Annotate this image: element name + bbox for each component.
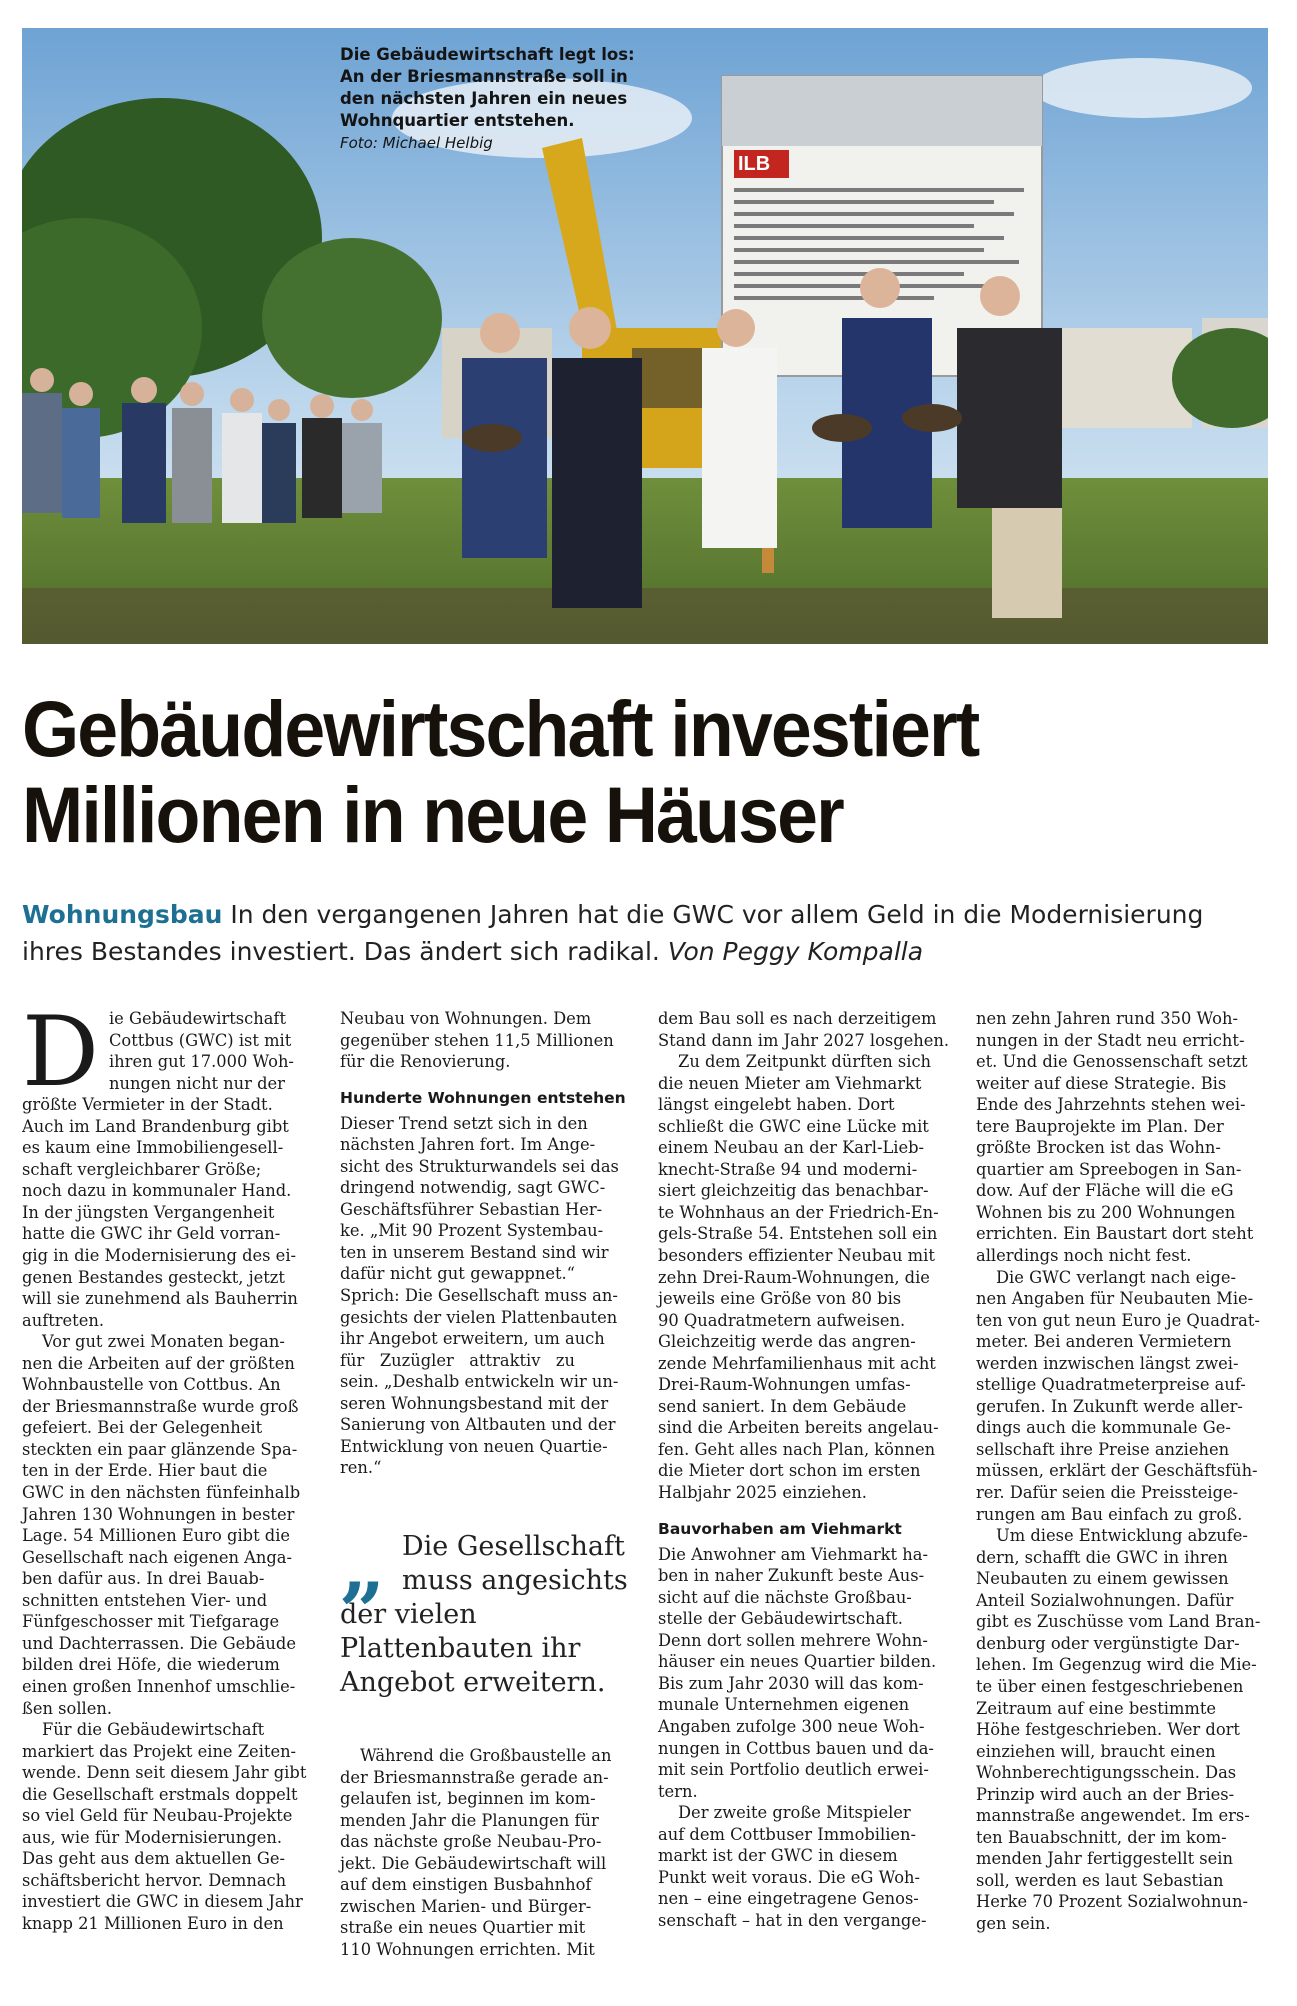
text-line: ihren gut 17.000 Woh-	[108, 1052, 294, 1072]
photo-credit: Foto: Michael Helbig	[340, 134, 493, 152]
text-line: will sie zunehmend als Bauherrin	[22, 1289, 298, 1309]
text-line: die Gesellschaft erstmals doppelt	[22, 1784, 298, 1804]
text-line: Jahren 130 Wohnungen in bester	[22, 1504, 295, 1524]
text-line: müssen, erklärt der Geschäftsfüh-	[976, 1461, 1258, 1481]
text-line: weiter auf diese Strategie. Bis	[976, 1073, 1227, 1093]
text-line: Dieser Trend setzt sich in den	[340, 1113, 588, 1133]
text-line: Die GWC verlangt nach eige-	[996, 1267, 1236, 1287]
text-line: noch dazu in kommunaler Hand.	[22, 1181, 292, 1201]
text-line: straße ein neues Quartier mit	[340, 1918, 586, 1938]
text-line: nungen in der Stadt neu erricht-	[976, 1030, 1245, 1050]
text-line: Bis zum Jahr 2030 will das kom-	[658, 1673, 924, 1693]
text-line: rungen am Bau einfach zu groß.	[976, 1504, 1243, 1524]
text-line: quartier am Spreebogen in San-	[976, 1159, 1242, 1179]
text-line: ten in der Erde. Hier baut die	[22, 1461, 268, 1481]
quote-line: Angebot erweitern.	[340, 1667, 606, 1698]
text-line: ie Gebäudewirtschaft	[108, 1009, 287, 1028]
text-line: sein. „Deshalb entwickeln wir un-	[340, 1372, 619, 1392]
caption-line: Wohnquartier entstehen.	[340, 111, 575, 130]
text-line: siert gleichzeitig das benachbar-	[658, 1181, 929, 1201]
text-line: seren Wohnungsbestand mit der	[340, 1393, 609, 1413]
text-line: Gesellschaft nach eigenen Anga-	[22, 1547, 292, 1567]
text-line: ke. „Mit 90 Prozent Systembau-	[340, 1221, 604, 1241]
text-line: dern, schafft die GWC in ihren	[976, 1547, 1228, 1567]
caption-line: Die Gebäudewirtschaft legt los:	[340, 45, 635, 64]
caption-line: An der Briesmannstraße soll in	[340, 67, 628, 86]
author-byline: Von Peggy Kompalla	[667, 937, 924, 966]
text-line: munale Unternehmen eigenen	[658, 1695, 910, 1715]
text-line: einem Neubau an der Karl-Lieb-	[658, 1138, 925, 1158]
text-line: Fünfgeschosser mit Tiefgarage	[22, 1612, 280, 1632]
text-line: längst eingelebt haben. Dort	[658, 1095, 895, 1115]
text-line: Um diese Entwicklung abzufe-	[996, 1526, 1248, 1546]
text-line: auf dem Cottbuser Immobilien-	[658, 1824, 917, 1844]
text-line: Sanierung von Altbauten und der	[340, 1415, 616, 1435]
text-line: ten von gut neun Euro je Quadrat-	[976, 1310, 1260, 1330]
text-line: dringend notwendig, sagt GWC-	[340, 1178, 606, 1198]
text-line: einziehen will, braucht einen	[976, 1741, 1216, 1761]
text-line: meter. Bei anderen Vermietern	[976, 1332, 1232, 1352]
text-line: der Briesmannstraße gerade an-	[340, 1767, 609, 1787]
text-line: Vor gut zwei Monaten began-	[42, 1332, 285, 1352]
text-line: gesichts der vielen Plattenbauten	[340, 1307, 618, 1327]
text-line: Der zweite große Mitspieler	[678, 1803, 911, 1823]
text-line: Anteil Sozialwohnungen. Dafür	[976, 1590, 1234, 1610]
text-line: senschaft – hat in den vergange-	[658, 1910, 927, 1930]
sign-logo: ILB	[738, 153, 771, 175]
text-line: ihr Angebot erweitern, um auch	[340, 1329, 605, 1349]
text-line: ßen sollen.	[22, 1698, 113, 1718]
text-line: Punkt weit voraus. Die eG Woh-	[658, 1867, 920, 1887]
text-line: für die Renovierung.	[340, 1052, 511, 1072]
text-line: nungen in Cottbus bauen und da-	[658, 1738, 934, 1758]
text-line: markt ist der GWC in diesem	[658, 1846, 898, 1866]
quote-line: der vielen	[340, 1599, 477, 1630]
text-line: steckten ein paar glänzende Spa-	[22, 1439, 298, 1459]
article-column-2	[340, 1008, 626, 1479]
article-column-4	[976, 1008, 1261, 1935]
headline-line: Millionen in neue Häuser	[22, 770, 843, 859]
text-line: häuser ein neues Quartier bilden.	[658, 1652, 937, 1672]
text-line: et. Und die Genossenschaft setzt	[976, 1052, 1248, 1072]
text-line: dow. Auf der Fläche will die eG	[976, 1181, 1234, 1201]
text-line: Für die Gebäudewirtschaft	[42, 1720, 265, 1740]
text-line: allerdings noch nicht fest.	[976, 1246, 1192, 1266]
text-line: Neubauten zu einem gewissen	[976, 1569, 1229, 1589]
text-line: gelaufen ist, beginnen im kom-	[340, 1789, 596, 1809]
text-line: Ende des Jahrzehnts stehen wei-	[976, 1095, 1246, 1115]
text-line: dem Bau soll es nach derzeitigem	[658, 1009, 937, 1028]
text-line: fen. Geht alles nach Plan, können	[658, 1439, 936, 1459]
teaser-text: In den vergangenen Jahren hat die GWC vor allem Geld in die Modernisierung	[222, 900, 1204, 929]
text-line: werden inzwischen längst zwei-	[976, 1353, 1239, 1373]
text-line: sind die Arbeiten bereits angelau-	[658, 1418, 939, 1438]
text-line: die neuen Mieter am Viehmarkt	[658, 1073, 922, 1093]
headline	[22, 686, 1181, 858]
text-line: tern.	[658, 1781, 698, 1801]
text-line: Zeitraum auf eine bestimmte	[976, 1698, 1217, 1718]
article-column-1	[22, 996, 307, 1935]
text-line: Die Anwohner am Viehmarkt ha-	[658, 1544, 928, 1564]
text-line: gegenüber stehen 11,5 Millionen	[340, 1030, 614, 1050]
text-line: te über einen festgeschriebenen	[976, 1676, 1244, 1696]
text-line: Sprich: Die Gesellschaft muss an-	[340, 1286, 618, 1306]
text-line: stelle der Gebäudewirtschaft.	[658, 1609, 903, 1629]
text-line: gels-Straße 54. Entstehen soll ein	[658, 1224, 938, 1244]
text-line: Zu dem Zeitpunkt dürften sich	[678, 1052, 932, 1072]
text-line: nen Angaben für Neubauten Mie-	[976, 1289, 1254, 1309]
text-line: Drei-Raum-Wohnungen umfas-	[658, 1375, 911, 1395]
headline-line: Gebäudewirtschaft investiert	[22, 684, 979, 773]
text-line: mannstraße angewendet. Im ers-	[976, 1806, 1250, 1826]
text-line: soll, werden es laut Sebastian	[976, 1870, 1224, 1890]
teaser-line	[22, 933, 1272, 970]
text-line: In der jüngsten Vergangenheit	[22, 1202, 275, 1222]
kicker: Wohnungsbau	[22, 900, 223, 929]
text-line: einen großen Innenhof umschlie-	[22, 1676, 296, 1696]
text-line: GWC in den nächsten fünfeinhalb	[22, 1483, 301, 1503]
text-line: te Wohnhaus an der Friedrich-En-	[658, 1202, 939, 1222]
text-line: zwischen Marien- und Bürger-	[340, 1896, 592, 1916]
text-line: gig in die Modernisierung des ei-	[22, 1246, 297, 1266]
subheading: Bauvorhaben am Viehmarkt	[658, 1519, 902, 1538]
text-line: Das geht aus dem aktuellen Ge-	[22, 1849, 286, 1869]
text-line: besonders effizienter Neubau mit	[658, 1246, 935, 1266]
text-line: auf dem einstigen Busbahnhof	[340, 1875, 592, 1895]
pull-quote	[340, 1519, 630, 1700]
text-line: 110 Wohnungen errichten. Mit	[340, 1939, 595, 1959]
text-line: denburg oder vergünstigte Dar-	[976, 1633, 1240, 1653]
caption-line: den nächsten Jahren ein neues	[340, 89, 628, 108]
text-line: schäftsbericht hervor. Demnach	[22, 1870, 287, 1890]
text-line: ben dafür aus. In drei Bauab-	[22, 1569, 265, 1589]
text-line: größte Vermieter in der Stadt.	[22, 1095, 273, 1115]
text-line: zende Mehrfamilienhaus mit acht	[658, 1353, 936, 1373]
text-line: Entwicklung von neuen Quartie-	[340, 1436, 608, 1456]
text-line: nen zehn Jahren rund 350 Woh-	[976, 1009, 1238, 1028]
article-column-2-continued	[340, 1745, 612, 1960]
text-line: Geschäftsführer Sebastian Her-	[340, 1199, 603, 1219]
text-line: Wohnen bis zu 200 Wohnungen	[976, 1202, 1236, 1222]
text-line: Herke 70 Prozent Sozialwohnun-	[976, 1892, 1248, 1912]
text-line: Prinzip wird auch an der Bries-	[976, 1784, 1235, 1804]
text-line: nungen nicht nur der	[108, 1073, 285, 1093]
text-line: jeweils eine Größe von 80 bis	[658, 1289, 902, 1309]
text-line: sellschaft ihre Preise anziehen	[976, 1439, 1230, 1459]
teaser-line	[22, 896, 1272, 933]
text-line: Während die Großbaustelle an	[360, 1746, 612, 1765]
text-line: markiert das Projekt eine Zeiten-	[22, 1741, 297, 1761]
text-line: tere Bauprojekte im Plan. Der	[976, 1116, 1224, 1136]
text-line: nächsten Jahren fort. Im Ange-	[340, 1135, 596, 1155]
text-line: dafür nicht gut gewappnet.“	[340, 1264, 575, 1284]
text-line: menden Jahr fertiggestellt sein	[976, 1849, 1233, 1869]
text-line: dings auch die kommunale Ge-	[976, 1418, 1231, 1438]
text-line: errichten. Ein Baustart dort steht	[976, 1224, 1254, 1244]
text-line: für Zuzügler attraktiv zu	[340, 1350, 575, 1370]
text-line: knecht-Straße 94 und moderni-	[658, 1159, 918, 1179]
photo-caption	[340, 44, 670, 154]
text-line: so viel Geld für Neubau-Projekte	[22, 1806, 293, 1826]
quote-mark-icon: „	[340, 1519, 387, 1613]
text-line: ben in naher Zukunft beste Aus-	[658, 1566, 925, 1586]
text-line: zehn Drei-Raum-Wohnungen, die	[658, 1267, 930, 1287]
text-line: investiert die GWC in diesem Jahr	[22, 1892, 303, 1912]
text-line: gefeiert. Bei der Gelegenheit	[22, 1418, 263, 1438]
text-line: Lage. 54 Millionen Euro gibt die	[22, 1526, 291, 1546]
subheading: Hunderte Wohnungen entstehen	[340, 1088, 626, 1107]
teaser-text: ihres Bestandes investiert. Das ändert sich radikal.	[22, 937, 668, 966]
text-line: Höhe festgeschrieben. Wer dort	[976, 1720, 1240, 1740]
text-line: schnitten entstehen Vier- und	[22, 1590, 268, 1610]
text-line: bilden drei Höfe, die wiederum	[22, 1655, 280, 1675]
text-line: mit sein Portfolio deutlich erwei-	[658, 1760, 929, 1780]
text-line: nen – eine eingetragene Genos-	[658, 1889, 919, 1909]
text-line: schaft vergleichbarer Größe;	[22, 1159, 262, 1179]
text-line: aus, wie für Modernisierungen.	[22, 1827, 282, 1847]
text-line: größte Brocken ist das Wohn-	[976, 1138, 1221, 1158]
text-line: Wohnbaustelle von Cottbus. An	[22, 1375, 281, 1395]
text-line: gerufen. In Zukunft werde aller-	[976, 1396, 1243, 1416]
text-line: auftreten.	[22, 1310, 105, 1330]
text-line: ren.“	[340, 1458, 382, 1478]
text-line: stellige Quadratmeterpreise auf-	[976, 1375, 1246, 1395]
text-line: menden Jahr die Planungen für	[340, 1810, 599, 1830]
text-line: Neubau von Wohnungen. Dem	[340, 1009, 592, 1028]
text-line: send saniert. In dem Gebäude	[658, 1396, 907, 1416]
text-line: sicht auf die nächste Großbau-	[658, 1587, 912, 1607]
text-line: Auch im Land Brandenburg gibt	[22, 1116, 289, 1136]
text-line: die Mieter dort schon im ersten	[658, 1461, 921, 1481]
dropcap: D	[22, 996, 99, 1108]
text-line: Gleichzeitig werde das angren-	[658, 1332, 916, 1352]
text-line: ten in unserem Bestand sind wir	[340, 1242, 609, 1262]
text-line: Wohnberechtigungsschein. Das	[976, 1763, 1237, 1783]
text-line: das nächste große Neubau-Pro-	[340, 1832, 602, 1852]
quote-line: Plattenbauten ihr	[340, 1633, 581, 1664]
article-column-3	[658, 1008, 950, 1931]
teaser	[22, 896, 1272, 970]
quote-line: muss angesichts	[402, 1565, 628, 1596]
text-line: 90 Quadratmetern aufweisen.	[658, 1310, 906, 1330]
text-line: der Briesmannstraße wurde groß	[22, 1396, 299, 1416]
quote-line: Die Gesellschaft	[402, 1531, 625, 1562]
text-line: genen Bestandes gesteckt, jetzt	[22, 1267, 285, 1287]
text-line: jekt. Die Gebäudewirtschaft will	[340, 1853, 607, 1873]
text-line: Angaben zufolge 300 neue Woh-	[658, 1716, 925, 1736]
text-line: schließt die GWC eine Lücke mit	[658, 1116, 929, 1136]
text-line: Denn dort sollen mehrere Wohn-	[658, 1630, 928, 1650]
text-line: lehen. Im Gegenzug wird die Mie-	[976, 1655, 1257, 1675]
text-line: und Dachterrassen. Die Gebäude	[22, 1633, 296, 1653]
text-line: nen die Arbeiten auf der größten	[22, 1353, 295, 1373]
text-line: hatte die GWC ihr Geld vorran-	[22, 1224, 281, 1244]
text-line: rer. Dafür seien die Preissteige-	[976, 1483, 1239, 1503]
text-line: Stand dann im Jahr 2027 losgehen.	[658, 1030, 950, 1050]
text-line: gibt es Zuschüsse vom Land Bran-	[976, 1612, 1261, 1632]
text-line: knapp 21 Millionen Euro in den	[22, 1913, 284, 1933]
text-line: ten Bauabschnitt, der im kom-	[976, 1827, 1227, 1847]
text-line: es kaum eine Immobiliengesell-	[22, 1138, 284, 1158]
text-line: sicht des Strukturwandels sei das	[340, 1156, 619, 1176]
text-line: wende. Denn seit diesem Jahr gibt	[22, 1763, 307, 1783]
text-line: Halbjahr 2025 einziehen.	[658, 1483, 867, 1503]
text-line: gen sein.	[976, 1913, 1051, 1933]
text-line: Cottbus (GWC) ist mit	[108, 1030, 292, 1050]
